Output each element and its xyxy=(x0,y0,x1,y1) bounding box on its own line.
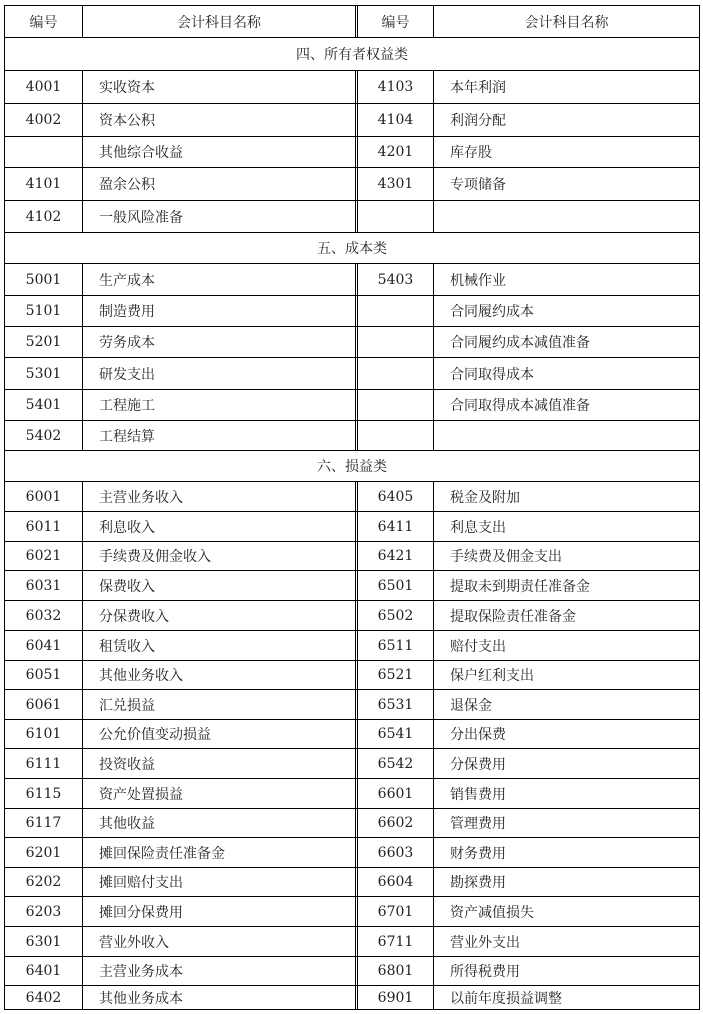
account-code: 6405 xyxy=(358,482,434,511)
table-row xyxy=(5,601,699,631)
table-row xyxy=(5,571,699,601)
account-name: 销售费用 xyxy=(450,786,506,803)
account-code: 6402 xyxy=(5,986,83,1009)
account-code-table xyxy=(4,5,700,1010)
account-name: 资产减值损失 xyxy=(450,904,534,921)
table-row xyxy=(5,631,699,661)
account-code: 6801 xyxy=(358,957,434,985)
table-row xyxy=(5,104,699,137)
account-name: 专项储备 xyxy=(450,177,506,193)
account-name: 其他业务收入 xyxy=(99,668,183,684)
account-name: 资产处置损益 xyxy=(99,786,183,803)
section-title-owners-equity: 四、所有者权益类 xyxy=(5,38,699,71)
account-name: 劳务成本 xyxy=(99,335,155,351)
account-code: 6051 xyxy=(5,661,83,689)
table-row xyxy=(5,542,699,571)
account-name: 所得税费用 xyxy=(450,964,520,980)
account-name: 退保金 xyxy=(450,697,492,714)
table-row xyxy=(5,482,699,512)
account-name xyxy=(434,421,699,450)
account-code xyxy=(358,327,434,357)
account-code: 6115 xyxy=(5,779,83,808)
account-name: 制造费用 xyxy=(99,304,155,320)
account-code: 5402 xyxy=(5,421,83,450)
account-code: 6203 xyxy=(5,897,83,926)
account-name: 主营业务收入 xyxy=(99,489,183,506)
account-code xyxy=(358,201,434,232)
account-code: 4104 xyxy=(358,104,434,136)
account-code: 4002 xyxy=(5,104,83,136)
account-name: 管理费用 xyxy=(450,816,506,832)
account-name xyxy=(434,201,699,232)
table-row xyxy=(5,296,699,327)
account-name: 营业外支出 xyxy=(450,934,520,951)
account-code: 6501 xyxy=(358,571,434,600)
account-name: 合同履约成本 xyxy=(450,304,534,320)
account-code: 6541 xyxy=(358,720,434,748)
account-code xyxy=(358,421,434,450)
account-code: 4103 xyxy=(358,71,434,103)
account-code: 6301 xyxy=(5,927,83,956)
account-code: 6117 xyxy=(5,809,83,837)
account-code: 6202 xyxy=(5,868,83,896)
header-code-right: 编号 xyxy=(358,6,434,37)
account-name: 保户红利支出 xyxy=(450,668,534,684)
account-code: 6511 xyxy=(358,631,434,660)
account-name: 投资收益 xyxy=(99,756,155,773)
account-code xyxy=(358,358,434,389)
account-name: 主营业务成本 xyxy=(99,964,183,980)
table-row xyxy=(5,720,699,749)
table-row xyxy=(5,897,699,927)
account-code: 6604 xyxy=(358,868,434,896)
account-code: 6901 xyxy=(358,986,434,1009)
table-row xyxy=(5,690,699,720)
account-code: 6502 xyxy=(358,601,434,630)
account-name: 公允价值变动损益 xyxy=(99,727,211,743)
account-name: 其他业务成本 xyxy=(99,990,183,1007)
table-row xyxy=(5,327,699,358)
table-row xyxy=(5,71,699,104)
account-code: 4101 xyxy=(5,168,83,200)
section-title-profit-loss: 六、损益类 xyxy=(5,451,699,482)
table-row xyxy=(5,809,699,838)
account-code: 6601 xyxy=(358,779,434,808)
account-code: 4102 xyxy=(5,201,83,232)
account-code: 6031 xyxy=(5,571,83,600)
table-row xyxy=(5,137,699,168)
account-code: 5201 xyxy=(5,327,83,357)
account-name: 勘探费用 xyxy=(450,875,506,891)
account-code: 5001 xyxy=(5,264,83,295)
account-name: 手续费及佣金收入 xyxy=(99,549,211,565)
table-row xyxy=(5,390,699,421)
account-name: 库存股 xyxy=(450,145,492,161)
table-row xyxy=(5,358,699,390)
account-name: 租赁收入 xyxy=(99,638,155,655)
account-code: 5101 xyxy=(5,296,83,326)
account-code: 6101 xyxy=(5,720,83,748)
account-code: 6602 xyxy=(358,809,434,837)
account-name: 其他收益 xyxy=(99,816,155,832)
account-name: 机械作业 xyxy=(450,272,506,289)
account-name: 财务费用 xyxy=(450,845,506,862)
table-row xyxy=(5,661,699,690)
table-row xyxy=(5,868,699,897)
account-name: 工程结算 xyxy=(99,428,155,445)
account-name: 合同取得成本减值准备 xyxy=(450,398,590,414)
account-code: 6411 xyxy=(358,512,434,541)
account-name: 税金及附加 xyxy=(450,489,520,506)
table-row xyxy=(5,779,699,809)
account-code: 6401 xyxy=(5,957,83,985)
account-name: 提取保险责任准备金 xyxy=(450,608,576,625)
account-name: 摊回保险责任准备金 xyxy=(99,845,225,862)
header-code-left: 编号 xyxy=(5,6,83,37)
table-row xyxy=(5,264,699,296)
account-name: 本年利润 xyxy=(450,80,506,96)
account-name: 合同履约成本减值准备 xyxy=(450,335,590,351)
account-code: 6061 xyxy=(5,690,83,719)
account-code: 6701 xyxy=(358,897,434,926)
account-name: 实收资本 xyxy=(99,80,155,96)
table-header-row xyxy=(5,6,699,38)
account-code: 5403 xyxy=(358,264,434,295)
account-code: 6032 xyxy=(5,601,83,630)
account-name: 盈余公积 xyxy=(99,177,155,193)
account-name: 其他综合收益 xyxy=(99,145,183,161)
account-code: 6201 xyxy=(5,838,83,867)
account-name: 营业外收入 xyxy=(99,934,169,951)
account-name: 提取未到期责任准备金 xyxy=(450,578,590,595)
account-name: 研发支出 xyxy=(99,366,155,383)
account-code: 4001 xyxy=(5,71,83,103)
account-name: 工程施工 xyxy=(99,398,155,414)
table-row xyxy=(5,421,699,451)
table-row xyxy=(5,986,699,1009)
account-code: 6542 xyxy=(358,749,434,778)
account-name: 合同取得成本 xyxy=(450,366,534,383)
account-code: 5401 xyxy=(5,390,83,420)
account-name: 手续费及佣金支出 xyxy=(450,549,562,565)
account-code: 6111 xyxy=(5,749,83,778)
account-name: 资本公积 xyxy=(99,113,155,129)
account-code: 4201 xyxy=(358,137,434,167)
account-code: 6021 xyxy=(5,542,83,570)
table-row xyxy=(5,927,699,957)
account-name: 分保费用 xyxy=(450,756,506,773)
account-code xyxy=(5,137,83,167)
account-code: 6603 xyxy=(358,838,434,867)
section-title-cost: 五、成本类 xyxy=(5,233,699,264)
account-code: 6521 xyxy=(358,661,434,689)
account-name: 利息支出 xyxy=(450,519,506,536)
account-name: 赔付支出 xyxy=(450,638,506,655)
table-row xyxy=(5,749,699,779)
account-name: 分出保费 xyxy=(450,727,506,743)
account-name: 保费收入 xyxy=(99,578,155,595)
table-row xyxy=(5,838,699,868)
account-code: 6421 xyxy=(358,542,434,570)
account-code xyxy=(358,390,434,420)
account-code: 6711 xyxy=(358,927,434,956)
table-row xyxy=(5,957,699,986)
account-name: 一般风险准备 xyxy=(99,209,183,226)
account-name: 分保费收入 xyxy=(99,608,169,625)
account-code xyxy=(358,296,434,326)
account-code: 6531 xyxy=(358,690,434,719)
account-name: 生产成本 xyxy=(99,272,155,289)
account-code: 6001 xyxy=(5,482,83,511)
account-name: 以前年度损益调整 xyxy=(450,990,562,1007)
table-row xyxy=(5,512,699,542)
account-name: 汇兑损益 xyxy=(99,697,155,714)
header-name-left: 会计科目名称 xyxy=(177,14,261,31)
account-name: 摊回分保费用 xyxy=(99,904,183,921)
account-code: 6011 xyxy=(5,512,83,541)
account-code: 5301 xyxy=(5,358,83,389)
account-name: 利润分配 xyxy=(450,113,506,129)
table-row xyxy=(5,201,699,233)
account-code: 6041 xyxy=(5,631,83,660)
account-name: 利息收入 xyxy=(99,519,155,536)
table-row xyxy=(5,168,699,201)
header-name-right: 会计科目名称 xyxy=(524,14,609,31)
account-name: 摊回赔付支出 xyxy=(99,875,183,891)
account-code: 4301 xyxy=(358,168,434,200)
